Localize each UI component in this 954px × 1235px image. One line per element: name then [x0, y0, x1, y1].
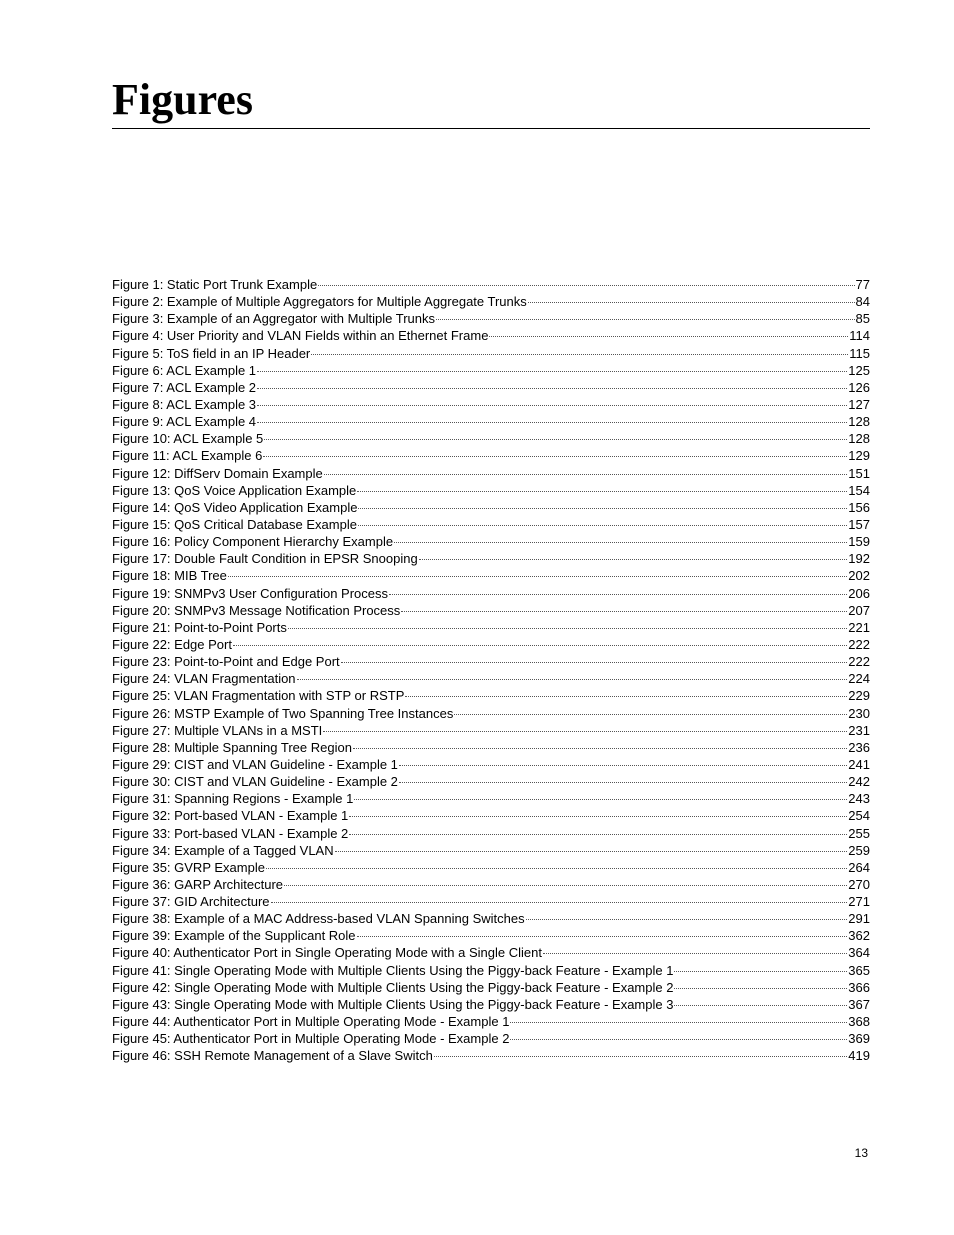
- toc-entry-page: 202: [848, 568, 870, 584]
- dot-leader: [454, 714, 847, 715]
- toc-entry-page: 365: [848, 962, 870, 978]
- toc-entry-page: 368: [848, 1014, 870, 1030]
- dot-leader: [543, 953, 847, 954]
- toc-entry[interactable]: [112, 1013, 870, 1030]
- toc-entry-page: 230: [848, 705, 870, 721]
- dot-leader: [288, 628, 847, 629]
- toc-entry-page: 128: [848, 414, 870, 430]
- toc-entry-page: 154: [848, 482, 870, 498]
- toc-entry-label: Figure 43: Single Operating Mode with Multiple Clients Using the Piggy-back Feature - Example 3: [112, 996, 674, 1012]
- toc-entry-page: 207: [848, 602, 870, 618]
- toc-entry[interactable]: [112, 705, 870, 722]
- toc-entry-page: 291: [848, 911, 870, 927]
- toc-entry-page: 224: [848, 671, 870, 687]
- toc-entry-label: Figure 1: Static Port Trunk Example: [112, 277, 318, 292]
- toc-entry[interactable]: [112, 670, 870, 687]
- toc-entry-page: 259: [848, 842, 870, 858]
- dot-leader: [263, 456, 847, 457]
- dot-leader: [528, 302, 855, 303]
- toc-entry[interactable]: [112, 619, 870, 636]
- toc-entry-label: Figure 23: Point-to-Point and Edge Port: [112, 654, 340, 670]
- dot-leader: [257, 388, 847, 389]
- toc-entry-page: 127: [848, 396, 870, 412]
- dot-leader: [233, 645, 847, 646]
- toc-entry-page: 419: [848, 1048, 870, 1064]
- toc-entry-page: 77: [855, 277, 870, 292]
- toc-entry-page: 264: [848, 859, 870, 875]
- toc-entry[interactable]: [112, 585, 870, 602]
- toc-entry-page: 242: [848, 774, 870, 790]
- toc-entry[interactable]: [112, 876, 870, 893]
- toc-entry-label: Figure 3: Example of an Aggregator with Multiple Trunks: [112, 311, 435, 327]
- toc-entry-label: Figure 8: ACL Example 3: [112, 396, 257, 412]
- toc-entry-page: 128: [848, 431, 870, 447]
- toc-entry-label: Figure 45: Authenticator Port in Multiple Operating Mode - Example 2: [112, 1031, 510, 1047]
- page-number: 13: [854, 1146, 868, 1160]
- dot-leader: [405, 696, 847, 697]
- toc-entry-page: 157: [848, 516, 870, 532]
- toc-entry[interactable]: [112, 362, 870, 379]
- list-of-figures: [112, 276, 870, 1064]
- toc-entry-label: Figure 32: Port-based VLAN - Example 1: [112, 808, 349, 824]
- toc-entry[interactable]: [112, 910, 870, 927]
- dot-leader: [489, 336, 848, 337]
- toc-entry-label: Figure 17: Double Fault Condition in EPSR Snooping: [112, 551, 418, 567]
- toc-entry[interactable]: [112, 602, 870, 619]
- toc-entry-page: 206: [848, 585, 870, 601]
- toc-entry-page: 241: [848, 756, 870, 772]
- toc-entry[interactable]: [112, 636, 870, 653]
- toc-entry-label: Figure 26: MSTP Example of Two Spanning Tree Instances: [112, 705, 454, 721]
- toc-entry-label: Figure 39: Example of the Supplicant Role: [112, 928, 356, 944]
- toc-entry[interactable]: [112, 1047, 870, 1064]
- toc-entry[interactable]: [112, 944, 870, 961]
- toc-entry[interactable]: [112, 276, 870, 293]
- toc-entry[interactable]: [112, 927, 870, 944]
- toc-entry[interactable]: [112, 430, 870, 447]
- toc-entry-label: Figure 25: VLAN Fragmentation with STP or RSTP: [112, 688, 405, 704]
- toc-entry-page: 270: [848, 876, 870, 892]
- toc-entry-page: 362: [848, 928, 870, 944]
- toc-entry-label: Figure 27: Multiple VLANs in a MSTI: [112, 722, 323, 738]
- toc-entry[interactable]: [112, 499, 870, 516]
- toc-entry-label: Figure 10: ACL Example 5: [112, 431, 264, 447]
- dot-leader: [341, 662, 848, 663]
- toc-entry-page: 254: [848, 808, 870, 824]
- toc-entry[interactable]: [112, 465, 870, 482]
- toc-entry-label: Figure 13: QoS Voice Application Example: [112, 482, 357, 498]
- toc-entry[interactable]: [112, 859, 870, 876]
- toc-entry[interactable]: [112, 825, 870, 842]
- toc-entry-label: Figure 44: Authenticator Port in Multiple Operating Mode - Example 1: [112, 1014, 510, 1030]
- dot-leader: [324, 474, 848, 475]
- toc-entry[interactable]: [112, 893, 870, 910]
- toc-entry-page: 255: [848, 825, 870, 841]
- toc-entry-page: 151: [848, 465, 870, 481]
- dot-leader: [358, 525, 847, 526]
- toc-entry[interactable]: [112, 293, 870, 310]
- toc-entry[interactable]: [112, 653, 870, 670]
- toc-entry-label: Figure 20: SNMPv3 Message Notification Process: [112, 602, 401, 618]
- toc-entry[interactable]: [112, 962, 870, 979]
- toc-entry-page: 364: [848, 945, 870, 961]
- toc-entry-page: 125: [848, 362, 870, 378]
- toc-entry-label: Figure 14: QoS Video Application Example: [112, 499, 358, 515]
- dot-leader: [284, 885, 847, 886]
- toc-entry-label: Figure 11: ACL Example 6: [112, 448, 263, 464]
- dot-leader: [297, 679, 848, 680]
- toc-entry-page: 236: [848, 739, 870, 755]
- toc-entry-label: Figure 38: Example of a MAC Address-based VLAN Spanning Switches: [112, 911, 525, 927]
- dot-leader: [674, 988, 847, 989]
- toc-entry-page: 243: [848, 791, 870, 807]
- toc-entry[interactable]: [112, 327, 870, 344]
- dot-leader: [510, 1022, 847, 1023]
- toc-entry[interactable]: [112, 550, 870, 567]
- toc-entry[interactable]: [112, 567, 870, 584]
- toc-entry-label: Figure 37: GID Architecture: [112, 894, 270, 910]
- toc-entry-label: Figure 7: ACL Example 2: [112, 379, 257, 395]
- toc-entry-label: Figure 22: Edge Port: [112, 636, 232, 652]
- toc-entry-label: Figure 35: GVRP Example: [112, 859, 265, 875]
- dot-leader: [394, 542, 847, 543]
- toc-entry-label: Figure 18: MIB Tree: [112, 568, 227, 584]
- dot-leader: [399, 782, 847, 783]
- dot-leader: [419, 559, 848, 560]
- dot-leader: [264, 439, 847, 440]
- dot-leader: [436, 319, 855, 320]
- toc-entry[interactable]: [112, 722, 870, 739]
- page-title: Figures: [112, 75, 253, 124]
- toc-entry[interactable]: [112, 979, 870, 996]
- toc-entry[interactable]: [112, 756, 870, 773]
- toc-entry[interactable]: [112, 310, 870, 327]
- toc-entry[interactable]: [112, 447, 870, 464]
- toc-entry[interactable]: [112, 533, 870, 550]
- toc-entry-label: Figure 15: QoS Critical Database Example: [112, 516, 357, 532]
- toc-entry-label: Figure 36: GARP Architecture: [112, 876, 284, 892]
- toc-entry-page: 369: [848, 1031, 870, 1047]
- toc-entry-label: Figure 29: CIST and VLAN Guideline - Example 1: [112, 756, 398, 772]
- toc-entry[interactable]: [112, 773, 870, 790]
- dot-leader: [510, 1039, 847, 1040]
- toc-entry-label: Figure 28: Multiple Spanning Tree Region: [112, 739, 352, 755]
- toc-entry-label: Figure 41: Single Operating Mode with Multiple Clients Using the Piggy-back Feature - Example 1: [112, 962, 674, 978]
- dot-leader: [389, 594, 847, 595]
- toc-entry[interactable]: [112, 807, 870, 824]
- dot-leader: [358, 508, 847, 509]
- toc-entry-label: Figure 34: Example of a Tagged VLAN: [112, 842, 334, 858]
- toc-entry[interactable]: [112, 482, 870, 499]
- toc-entry[interactable]: [112, 687, 870, 704]
- dot-leader: [674, 971, 847, 972]
- dot-leader: [311, 354, 848, 355]
- toc-entry-page: 115: [849, 345, 870, 361]
- toc-entry[interactable]: [112, 1030, 870, 1047]
- toc-entry-label: Figure 4: User Priority and VLAN Fields within an Ethernet Frame: [112, 328, 489, 344]
- toc-entry-label: Figure 42: Single Operating Mode with Multiple Clients Using the Piggy-back Feature - Example 2: [112, 979, 674, 995]
- toc-entry-page: 222: [848, 636, 870, 652]
- dot-leader: [674, 1005, 847, 1006]
- dot-leader: [266, 868, 847, 869]
- toc-entry-page: 126: [848, 379, 870, 395]
- toc-entry-page: 367: [848, 996, 870, 1012]
- toc-entry-label: Figure 24: VLAN Fragmentation: [112, 671, 296, 687]
- toc-entry-label: Figure 2: Example of Multiple Aggregators for Multiple Aggregate Trunks: [112, 294, 527, 310]
- toc-entry-label: Figure 19: SNMPv3 User Configuration Process: [112, 585, 389, 601]
- toc-entry-page: 114: [849, 328, 870, 344]
- dot-leader: [323, 731, 847, 732]
- toc-entry-label: Figure 40: Authenticator Port in Single Operating Mode with a Single Client: [112, 945, 542, 961]
- toc-entry-page: 231: [848, 722, 870, 738]
- dot-leader: [257, 371, 847, 372]
- toc-entry-page: 159: [848, 534, 870, 550]
- toc-entry-page: 85: [855, 311, 870, 327]
- dot-leader: [357, 936, 848, 937]
- dot-leader: [271, 902, 848, 903]
- dot-leader: [401, 611, 847, 612]
- title-rule: [112, 128, 870, 129]
- toc-entry-label: Figure 33: Port-based VLAN - Example 2: [112, 825, 349, 841]
- toc-entry-label: Figure 30: CIST and VLAN Guideline - Example 2: [112, 774, 398, 790]
- dot-leader: [349, 816, 847, 817]
- toc-entry-label: Figure 46: SSH Remote Management of a Slave Switch: [112, 1048, 433, 1064]
- toc-entry-page: 129: [848, 448, 870, 464]
- dot-leader: [354, 799, 847, 800]
- toc-entry-page: 366: [848, 979, 870, 995]
- toc-entry-page: 271: [848, 894, 870, 910]
- toc-entry-page: 222: [848, 654, 870, 670]
- dot-leader: [228, 576, 847, 577]
- toc-entry[interactable]: [112, 790, 870, 807]
- toc-entry-page: 156: [848, 499, 870, 515]
- dot-leader: [357, 491, 847, 492]
- toc-entry[interactable]: [112, 996, 870, 1013]
- dot-leader: [257, 405, 847, 406]
- dot-leader: [318, 285, 854, 286]
- toc-entry-label: Figure 6: ACL Example 1: [112, 362, 257, 378]
- toc-entry[interactable]: [112, 345, 870, 362]
- dot-leader: [335, 851, 848, 852]
- toc-entry[interactable]: [112, 413, 870, 430]
- toc-entry-page: 221: [848, 619, 870, 635]
- toc-entry-label: Figure 5: ToS field in an IP Header: [112, 345, 311, 361]
- toc-entry-label: Figure 31: Spanning Regions - Example 1: [112, 791, 354, 807]
- dot-leader: [349, 834, 847, 835]
- toc-entry[interactable]: [112, 842, 870, 859]
- toc-entry-label: Figure 9: ACL Example 4: [112, 414, 257, 430]
- toc-entry-page: 192: [848, 551, 870, 567]
- dot-leader: [257, 422, 847, 423]
- toc-entry-page: 84: [855, 294, 870, 310]
- toc-entry[interactable]: [112, 396, 870, 413]
- dot-leader: [526, 919, 848, 920]
- toc-entry-label: Figure 16: Policy Component Hierarchy Example: [112, 534, 394, 550]
- toc-entry[interactable]: [112, 739, 870, 756]
- dot-leader: [434, 1056, 847, 1057]
- toc-entry-page: 229: [848, 688, 870, 704]
- toc-entry-label: Figure 12: DiffServ Domain Example: [112, 465, 323, 481]
- dot-leader: [353, 748, 847, 749]
- toc-entry[interactable]: [112, 516, 870, 533]
- dot-leader: [399, 765, 847, 766]
- toc-entry[interactable]: [112, 379, 870, 396]
- toc-entry-label: Figure 21: Point-to-Point Ports: [112, 619, 287, 635]
